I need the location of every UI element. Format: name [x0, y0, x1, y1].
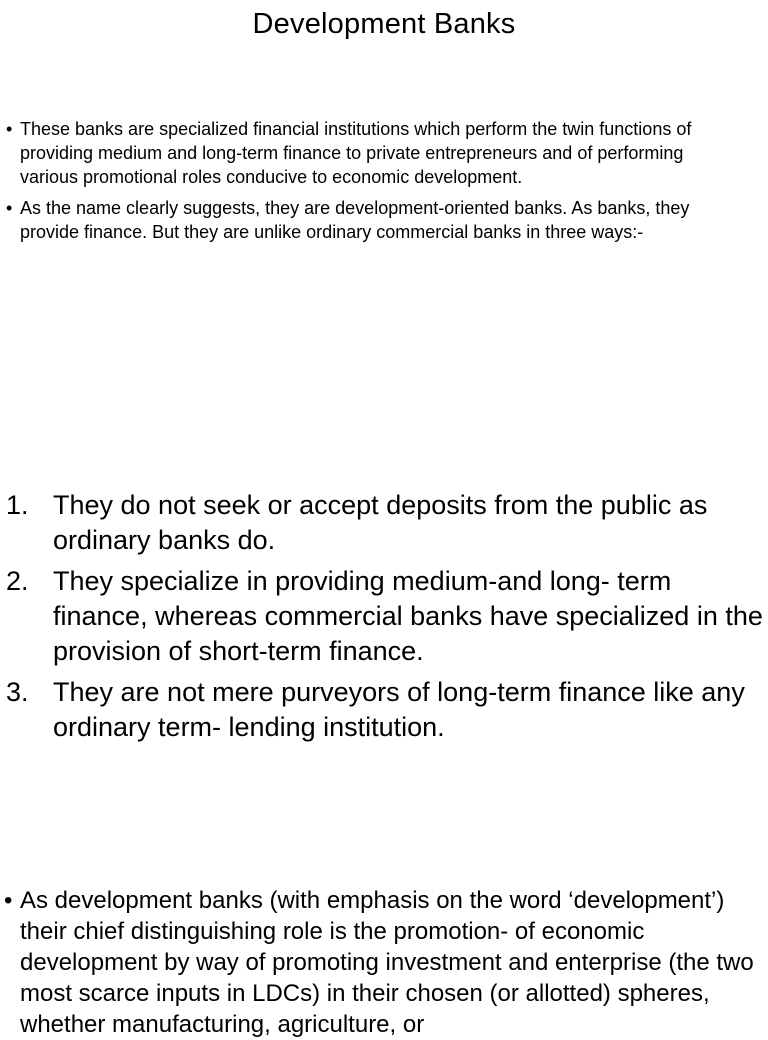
item-text: They specialize in providing medium-and long- term finance, whereas commercial banks have specialized in the provision of short-term finance. [53, 566, 763, 666]
item-text: They are not mere purveyors of long-term finance like any ordinary term- lending institution. [53, 677, 745, 742]
bullet-text: As development banks (with emphasis on the word ‘development’) their chief distinguishing role is the promotion- of economic development by way of promoting investment and enterprise (the two most scarce inputs in LDCs) in their chosen (or allotted) spheres, whether manufacturing, agriculture, or [20, 887, 754, 1038]
bullet-text: As the name clearly suggests, they are development-oriented banks. As banks, they provide finance. But they are unlike ordinary commercial banks in three ways:- [20, 198, 690, 242]
bullet-marker: • [6, 198, 13, 218]
page-title: Development Banks [252, 8, 516, 40]
item-number: 1. [6, 490, 29, 520]
item-number: 3. [6, 677, 29, 707]
closing-bullet-list [4, 885, 766, 1040]
list-item [6, 564, 764, 669]
ways-numbered-list [6, 488, 764, 751]
item-number: 2. [6, 566, 29, 596]
bullet-marker: • [6, 119, 13, 139]
list-item [4, 885, 766, 1040]
bullet-text: These banks are specialized financial institutions which perform the twin functions of providing medium and long-term finance to private entrepreneurs and of performing various promotional roles conducive to economic development. [20, 119, 692, 187]
list-item [6, 675, 764, 745]
list-item [6, 488, 764, 558]
list-item [6, 196, 746, 244]
item-text: They do not seek or accept deposits from the public as ordinary banks do. [53, 490, 708, 555]
list-item [6, 117, 746, 189]
intro-bullet-list [6, 117, 746, 251]
bullet-marker: • [4, 887, 13, 914]
